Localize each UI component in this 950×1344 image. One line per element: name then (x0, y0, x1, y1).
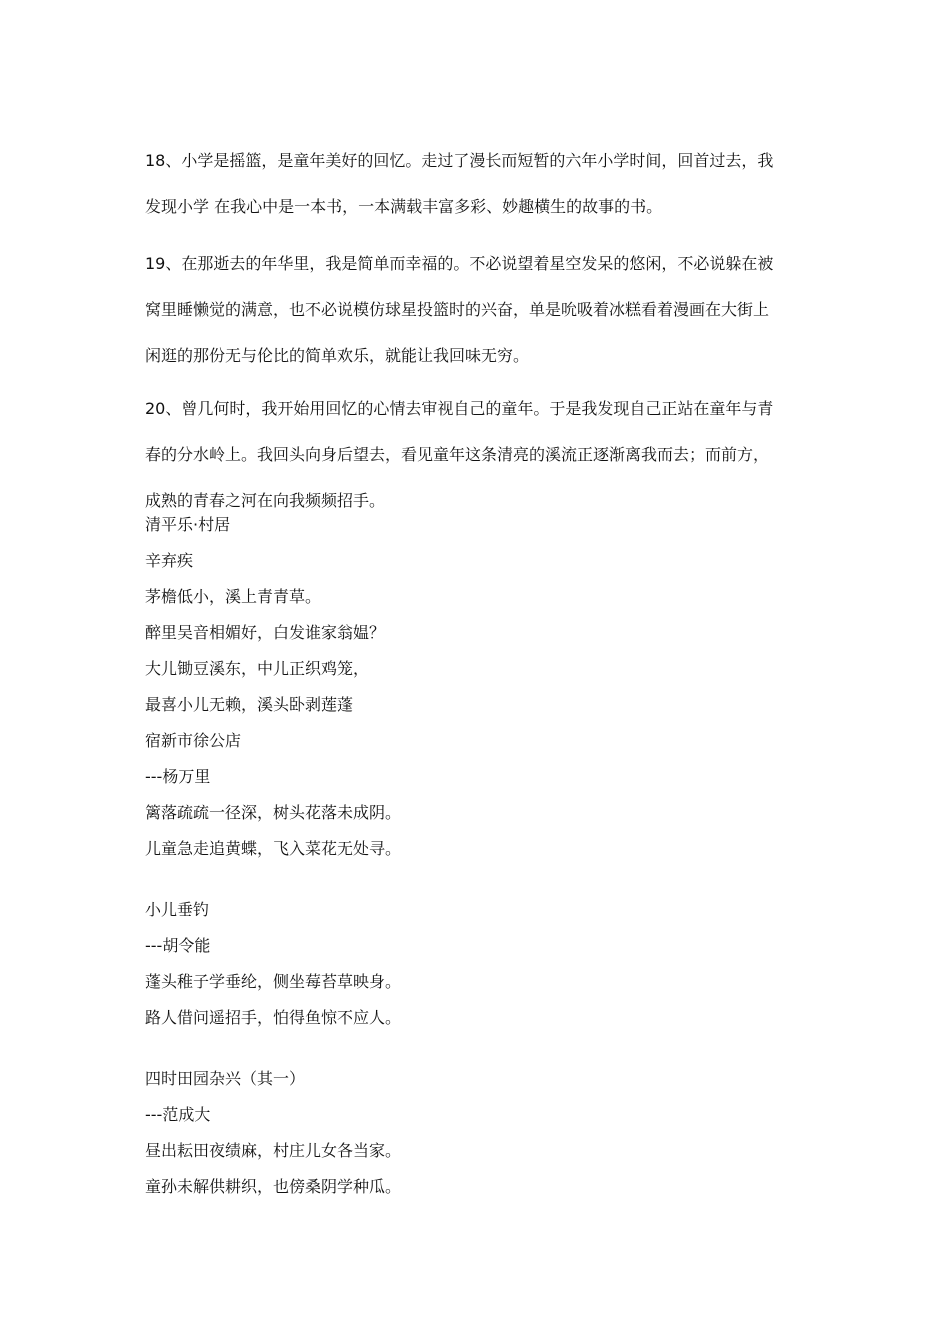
poem-title: 清平乐·村居 (145, 515, 231, 534)
text-line: 成熟的青春之河在向我频频招手。 (145, 491, 386, 510)
text-line: 春的分水岭上。我回头向身后望去，看见童年这条清亮的溪流正逐渐离我而去；而前方， (145, 445, 770, 464)
text-line: 闲逛的那份无与伦比的简单欢乐，就能让我回味无穷。 (145, 346, 530, 365)
poem-title: 小儿垂钓 (145, 900, 210, 919)
text-line: 发现小学 在我心中是一本书，一本满载丰富多彩、妙趣横生的故事的书。 (145, 197, 663, 216)
poem-title: 四时田园杂兴（其一） (145, 1069, 306, 1088)
text-line: 20、曾几何时，我开始用回忆的心情去审视自己的童年。于是我发现自己正站在童年与青 (145, 399, 774, 418)
poem-line: 童孙未解供耕织，也傍桑阴学种瓜。 (145, 1177, 402, 1196)
paragraph-20 (145, 386, 810, 524)
poem-line: 大儿锄豆溪东，中儿正织鸡笼， (145, 659, 370, 678)
text-line: 18、小学是摇篮，是童年美好的回忆。走过了漫长而短暂的六年小学时间，回首过去，我 (145, 151, 774, 170)
poem-line: 昼出耘田夜绩麻，村庄儿女各当家。 (145, 1141, 402, 1160)
paragraph-18 (145, 138, 810, 230)
poem-line: 醉里吴音相媚好，白发谁家翁媪？ (145, 623, 386, 642)
poem-author: ---胡令能 (145, 936, 211, 955)
poem-line: 路人借问遥招手，怕得鱼惊不应人。 (145, 1008, 402, 1027)
poem-author: ---范成大 (145, 1105, 211, 1124)
poem-line: 篱落疏疏一径深，树头花落未成阴。 (145, 803, 402, 822)
poem-line: 茅檐低小，溪上青青草。 (145, 587, 322, 606)
poem-line: 蓬头稚子学垂纶，侧坐莓苔草映身。 (145, 972, 402, 991)
poem-author: 辛弃疾 (145, 551, 194, 570)
paragraph-19 (145, 241, 810, 379)
poem-title: 宿新市徐公店 (145, 731, 242, 750)
poem-line: 最喜小儿无赖，溪头卧剥莲蓬 (145, 695, 354, 714)
poem-line: 儿童急走追黄蝶，飞入菜花无处寻。 (145, 839, 402, 858)
text-line: 19、在那逝去的年华里，我是简单而幸福的。不必说望着星空发呆的悠闲，不必说躲在被 (145, 254, 774, 273)
text-line: 窝里睡懒觉的满意，也不必说模仿球星投篮时的兴奋，单是吮吸着冰糕看着漫画在大街上 (145, 300, 770, 319)
poem-author: ---杨万里 (145, 767, 211, 786)
